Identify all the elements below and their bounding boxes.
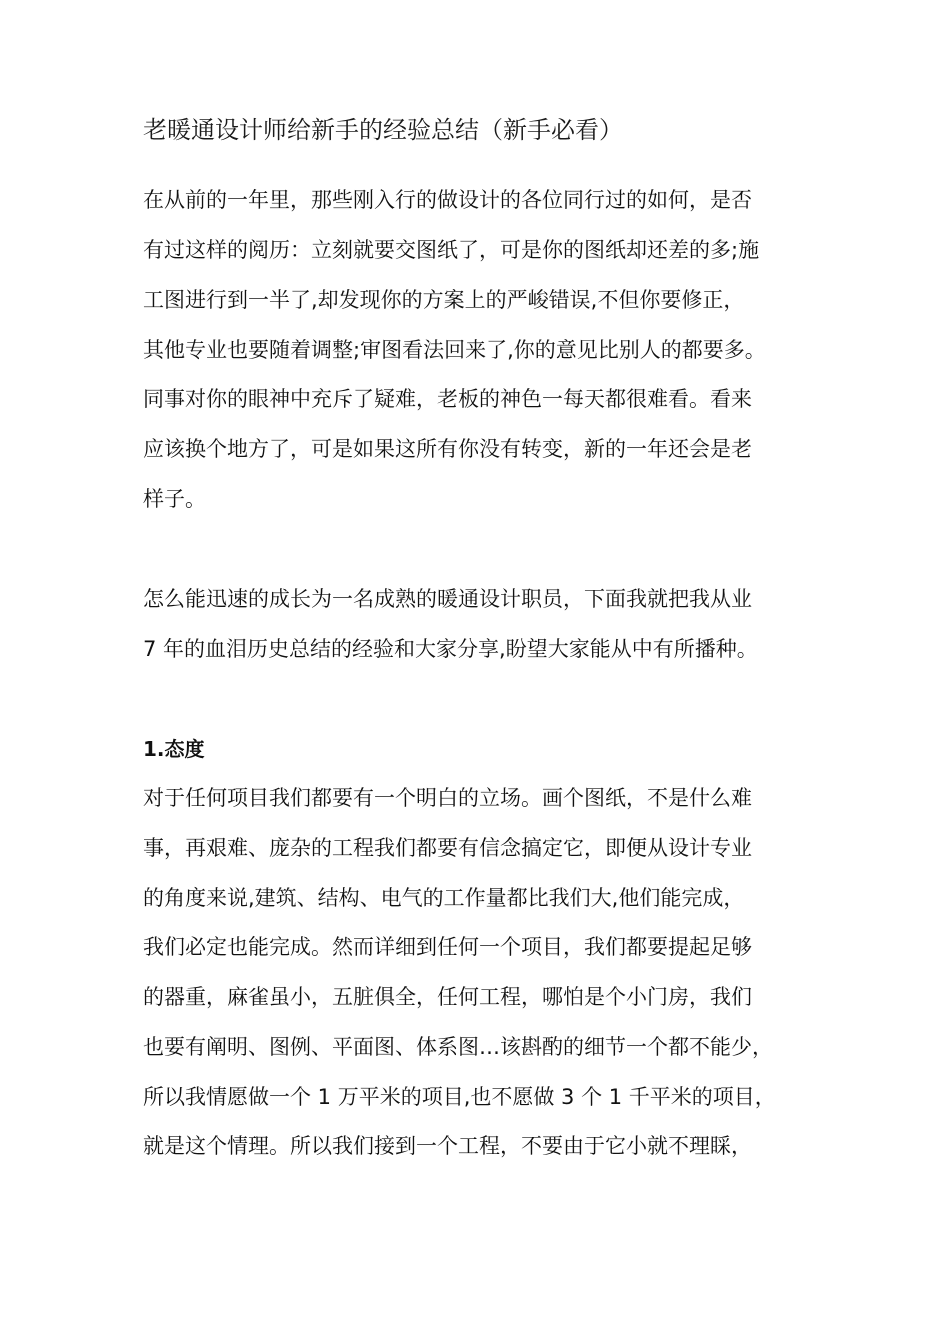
section-heading: 1.态度: [143, 737, 205, 761]
section-line: 就是这个情理。所以我们接到一个工程，不要由于它小就不理睬，: [143, 1134, 752, 1158]
section-line: 我们必定也能完成。然而详细到任何一个项目，我们都要提起足够: [143, 935, 752, 959]
paragraph-line: 有过这样的阅历：立刻就要交图纸了，可是你的图纸却还差的多;施: [143, 238, 760, 262]
section-line: 也要有阐明、图例、平面图、体系图…该斟酌的细节一个都不能少，: [143, 1035, 773, 1059]
paragraph-line: 样子。: [143, 487, 206, 511]
paragraph-line: 工图进行到一半了,却发现你的方案上的严峻错误,不但你要修正，: [143, 288, 745, 312]
paragraph-line: 7 年的血泪历史总结的经验和大家分享,盼望大家能从中有所播种。: [143, 637, 758, 661]
paragraph-line: 怎么能迅速的成长为一名成熟的暖通设计职员，下面我就把我从业: [143, 587, 752, 611]
paragraph-line: 在从前的一年里，那些刚入行的做设计的各位同行过的如何，是否: [143, 188, 752, 212]
paragraph-line: 其他专业也要随着调整;审图看法回来了,你的意见比别人的都要多。: [143, 338, 766, 362]
section-line: 所以我情愿做一个 1 万平米的项目,也不愿做 3 个 1 千平米的项目，: [143, 1085, 776, 1109]
section-line: 对于任何项目我们都要有一个明白的立场。画个图纸，不是什么难: [143, 786, 752, 810]
section-line: 事，再艰难、庞杂的工程我们都要有信念搞定它，即便从设计专业: [143, 836, 752, 860]
document-title: 老暖通设计师给新手的经验总结（新手必看）: [143, 116, 623, 144]
section-line: 的角度来说,建筑、结构、电气的工作量都比我们大,他们能完成，: [143, 886, 745, 910]
paragraph-line: 同事对你的眼神中充斥了疑难，老板的神色一每天都很难看。看来: [143, 387, 752, 411]
section-line: 的器重，麻雀虽小，五脏俱全，任何工程，哪怕是个小门房，我们: [143, 985, 752, 1009]
paragraph-line: 应该换个地方了，可是如果这所有你没有转变，新的一年还会是老: [143, 437, 752, 461]
